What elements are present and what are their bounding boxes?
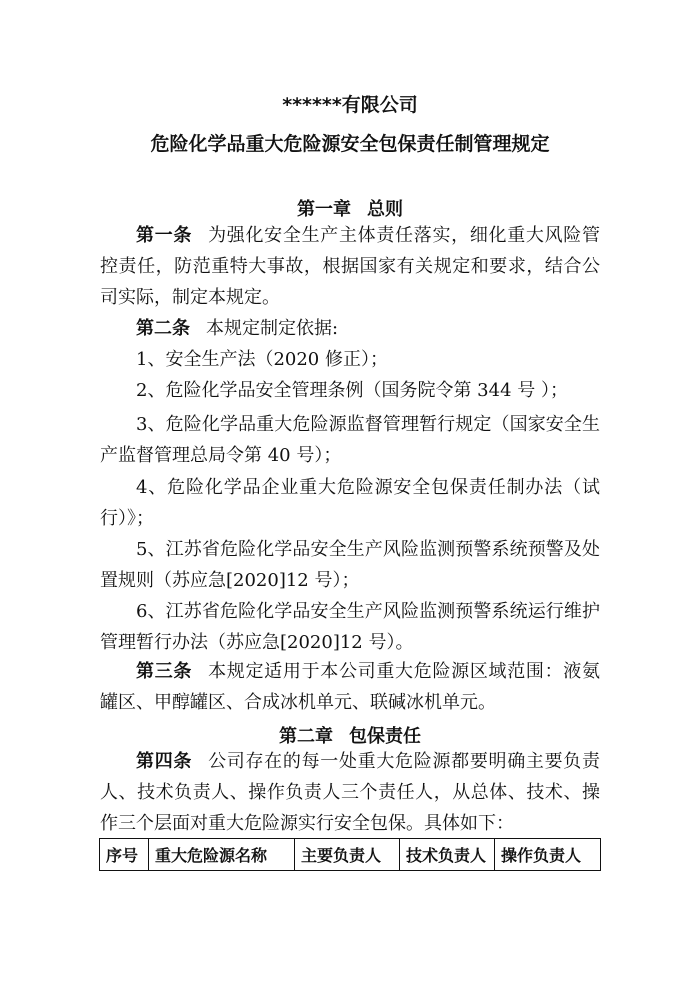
- article-4-text: 公司存在的每一处重大危险源都要明确主要负责人、技术负责人、操作负责人三个责任人，从总体、技术、操作三个层面对重大危险源实行安全包保。具体如下：: [100, 751, 601, 834]
- article-1-label: 第一条: [136, 225, 193, 246]
- col-header-main-person: 主要负责人: [295, 839, 400, 871]
- chapter-1-number: 第一章: [297, 199, 351, 220]
- chapter-1-heading: [0, 195, 700, 221]
- article-1: [100, 220, 600, 313]
- table-header-row: [100, 839, 601, 871]
- col-header-operation-person: 操作负责人: [495, 839, 601, 871]
- article-3: [100, 656, 600, 718]
- col-header-source-name: 重大危险源名称: [149, 839, 295, 871]
- article-4: [100, 746, 600, 839]
- chapter-2-number: 第二章: [279, 726, 333, 747]
- article-2: [100, 313, 600, 344]
- basis-item-3: 3、危险化学品重大危险源监督管理暂行规定（国家安全生产监督管理总局令第 40 号）；: [100, 414, 600, 466]
- basis-item-4: 4、危险化学品企业重大危险源安全包保责任制办法（试行）》；: [100, 477, 600, 529]
- document-title: 危险化学品重大危险源安全包保责任制管理规定: [150, 133, 550, 155]
- article-3-label: 第三条: [136, 661, 193, 682]
- article-2-text: 本规定制定依据:: [206, 318, 339, 339]
- basis-item-2: 2、危险化学品安全管理条例（国务院令第 344 号 ）；: [136, 380, 568, 401]
- basis-item-1: 1、安全生产法（2020 修正）；: [136, 349, 388, 370]
- article-4-label: 第四条: [136, 751, 193, 772]
- col-header-index: 序号: [100, 839, 149, 871]
- company-name: ******有限公司: [282, 94, 418, 116]
- chapter-2-name: 包保责任: [349, 726, 421, 747]
- basis-item-6: 6、江苏省危险化学品安全生产风险监测预警系统运行维护管理暂行办法（苏应急[2020]12 号）。: [100, 601, 600, 653]
- chapter-2-heading: [0, 722, 700, 748]
- article-3-text: 本规定适用于本公司重大危险源区域范围：液氨罐区、甲醇罐区、合成冰机单元、联碱冰机单元。: [100, 661, 601, 713]
- col-header-tech-person: 技术负责人: [400, 839, 495, 871]
- article-1-text: 为强化安全生产主体责任落实，细化重大风险管控责任，防范重特大事故，根据国家有关规定和要求，结合公司实际，制定本规定。: [100, 225, 601, 308]
- responsibility-table: [99, 838, 601, 871]
- chapter-1-name: 总则: [367, 199, 403, 220]
- article-2-label: 第二条: [136, 318, 190, 339]
- basis-item-5: 5、江苏省危险化学品安全生产风险监测预警系统预警及处置规则（苏应急[2020]12 号）；: [100, 539, 600, 591]
